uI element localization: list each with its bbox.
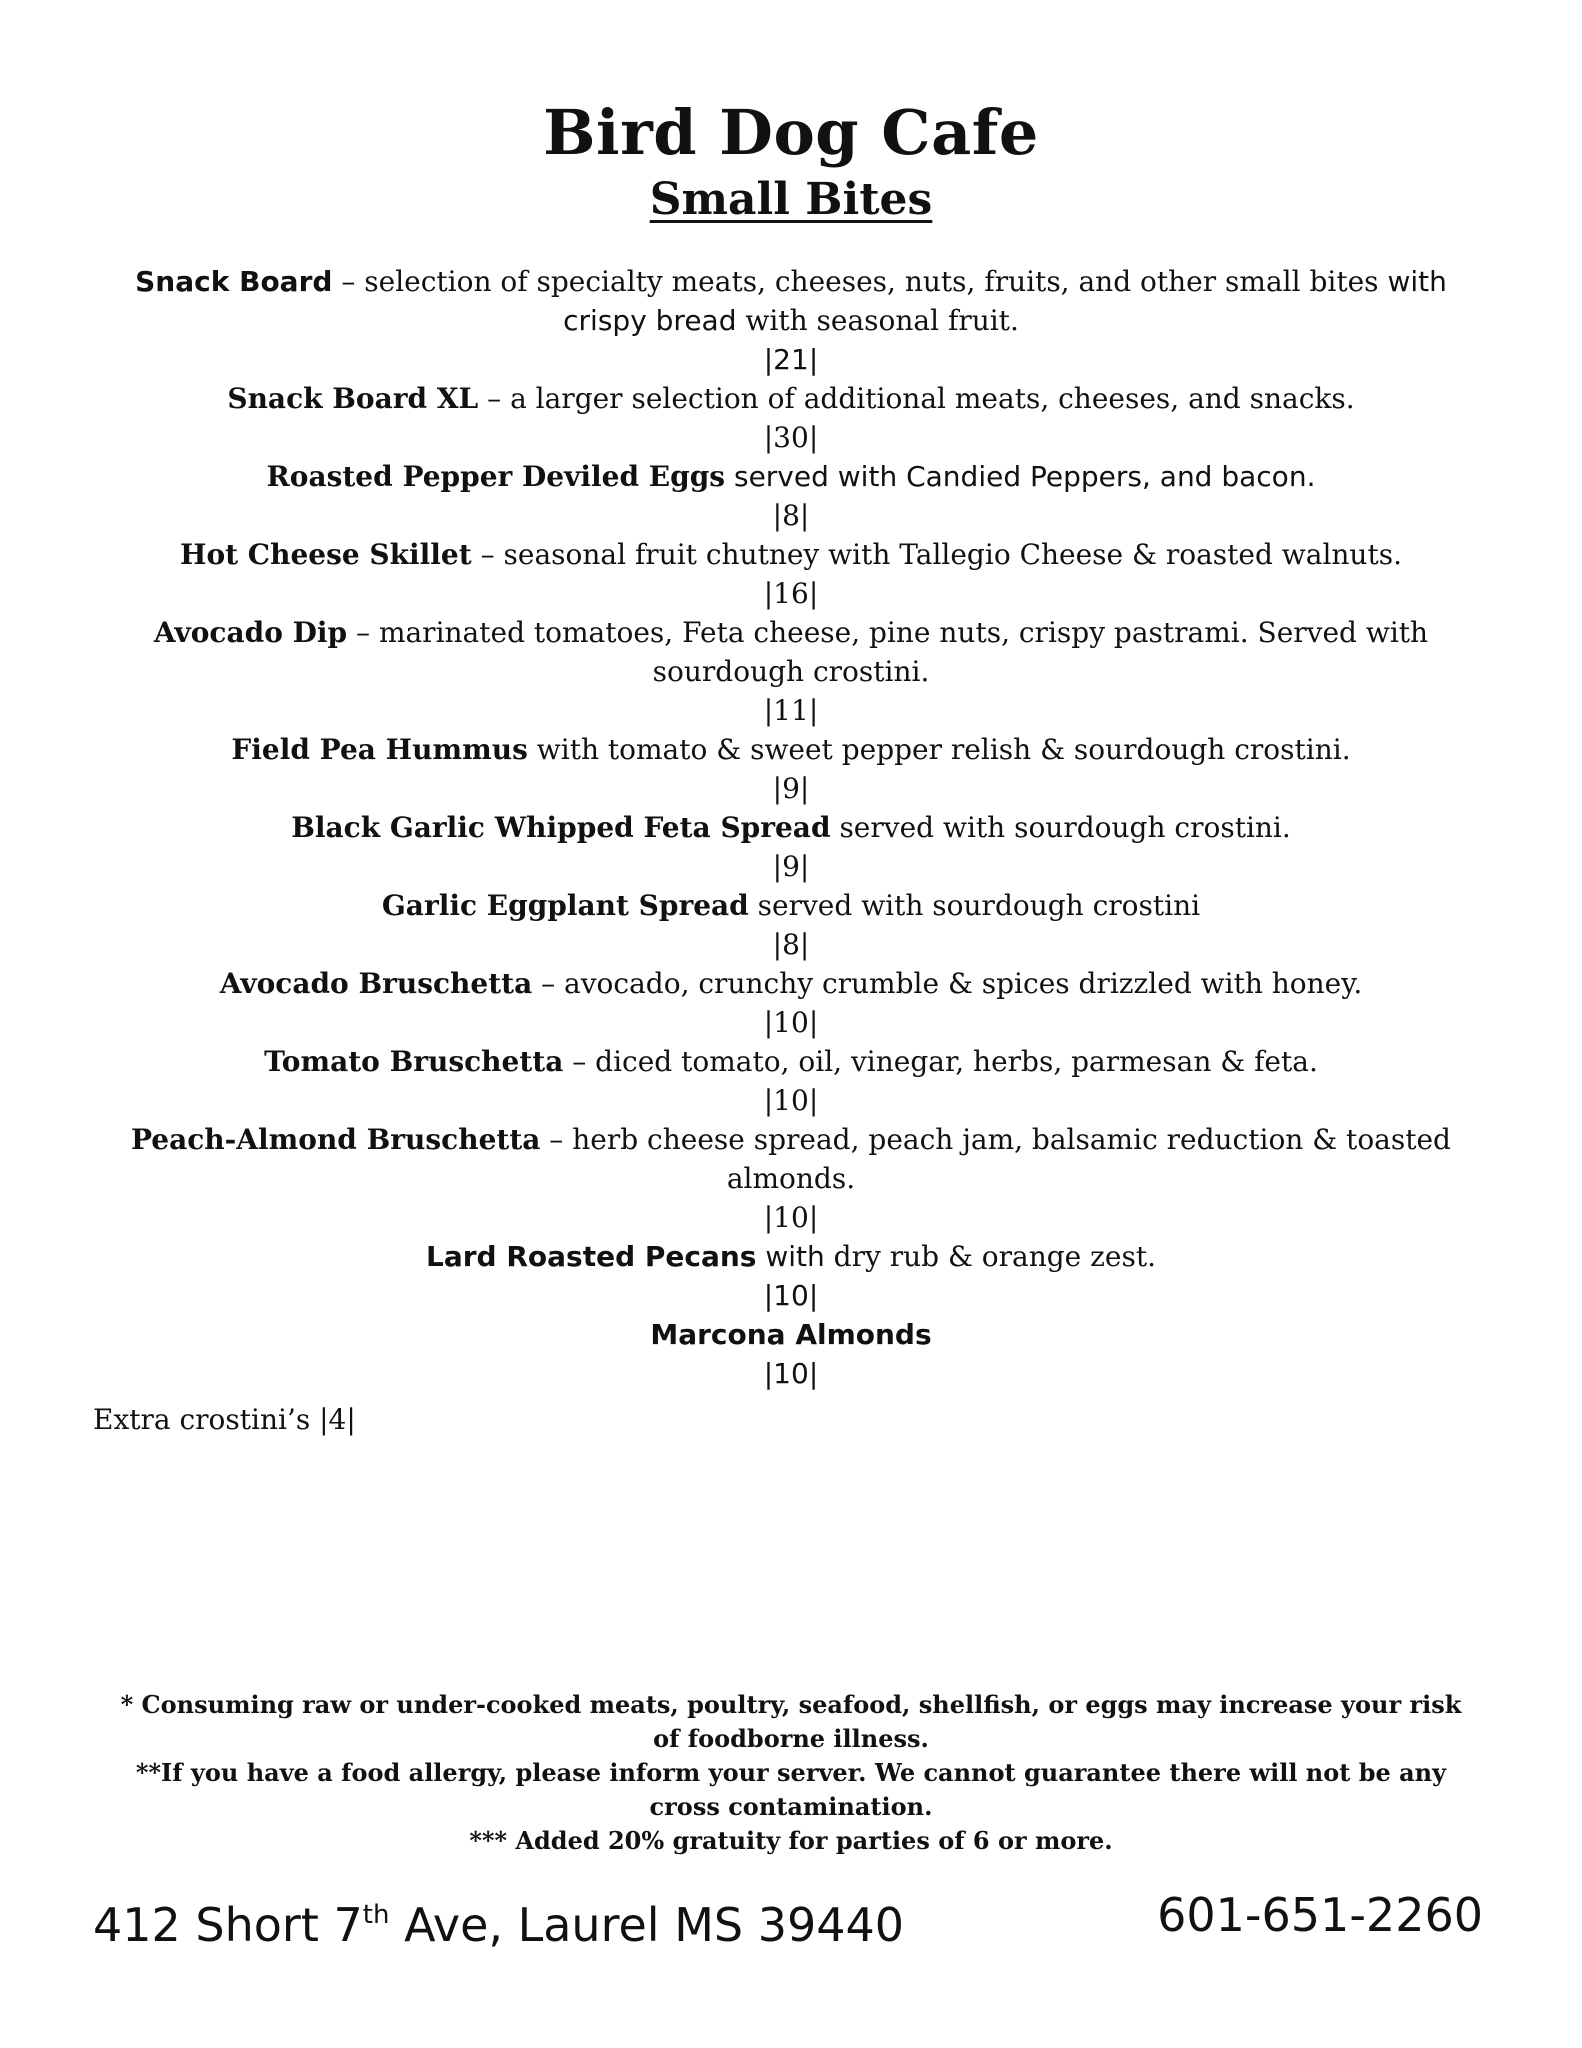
item-description-sans: with crispy bread [563,265,1447,337]
item-description: selection of specialty meats, cheeses, nuts, fruits, and other small bites [364,265,1388,298]
address: 412 Short 7th Ave, Laurel MS 39440 [93,1898,905,1952]
item-name: Tomato Bruschetta [264,1045,564,1078]
item-price: |8| [772,928,810,961]
menu-items [130,262,1452,1393]
item-name: Garlic Eggplant Spread [381,889,749,922]
item-price: |9| [772,850,810,883]
menu-item [130,1237,1452,1276]
item-description: with tomato & sweet pepper relish & sourdough crostini. [536,733,1351,766]
item-description-tail: dry rub & orange zest. [824,1240,1156,1273]
item-name: Snack Board [135,265,333,298]
item-name: Avocado Bruschetta [219,967,533,1000]
item-name: Peach-Almond Bruschetta [131,1123,541,1156]
menu-item [130,457,1452,496]
disclaimer-notices [110,1688,1472,1858]
item-name: Marcona Almonds [650,1318,932,1351]
item-description-sans: with [765,1240,825,1273]
menu-item [130,886,1452,925]
item-price: |10| [763,1084,819,1117]
menu-item: Peach-Almond Bruschetta – herb cheese spread, peach jam, balsamic reduction & toasted almonds. [131,1123,1451,1195]
item-name: Lard Roasted Pecans [426,1240,757,1273]
menu-item [130,730,1452,769]
section-title: Small Bites [649,174,933,225]
item-name: Field Pea Hummus [231,733,528,766]
item-price: |8| [772,499,810,532]
menu-item: Avocado Dip – marinated tomatoes, Feta cheese, pine nuts, crispy pastrami. Served with sourdough crostini. [153,616,1429,688]
item-description: served with sourdough crostini. [839,811,1291,844]
item-description-tail: with seasonal fruit. [736,304,1019,337]
item-price: |10| [763,1201,819,1234]
item-name: Hot Cheese Skillet [179,538,472,571]
menu-item: Snack Board XL – a larger selection of additional meats, cheeses, and snacks. [227,382,1355,415]
item-name: Snack Board XL [227,382,479,415]
item-price: |10| [763,1006,819,1039]
item-price: |10| [763,1279,819,1312]
menu-item [130,808,1452,847]
item-price: |9| [772,772,810,805]
notice-raw-food: * Consuming raw or under-cooked meats, poultry, seafood, shellfish, or eggs may increase your risk of foodborne illness. [120,1690,1462,1753]
item-name: Avocado Dip [153,616,348,649]
notice-allergy: **If you have a food allergy, please inform your server. We cannot guarantee there will not be any cross contamination. [135,1758,1447,1821]
menu-item [130,1315,1452,1354]
item-description: a larger selection of additional meats, cheeses, and snacks. [510,382,1355,415]
item-description: served with Candied Peppers, and bacon. [733,460,1316,493]
item-name: Roasted Pepper Deviled Eggs [266,460,726,493]
item-description: diced tomato, oil, vinegar, herbs, parmesan & feta. [595,1045,1318,1078]
phone-number: 601-651-2260 [1157,1888,1483,1942]
item-description: avocado, crunchy crumble & spices drizzled with honey. [564,967,1363,1000]
item-description: marinated tomatoes, Feta cheese, pine nuts, crispy pastrami. Served with sourdough crostini. [378,616,1429,688]
item-description: seasonal fruit chutney with Tallegio Cheese & roasted walnuts. [503,538,1402,571]
item-price: |21| [763,343,819,376]
cafe-title: Bird Dog Cafe [543,96,1039,169]
menu-item: Hot Cheese Skillet – seasonal fruit chutney with Tallegio Cheese & roasted walnuts. [179,538,1402,571]
item-price: |11| [763,694,819,727]
item-description: herb cheese spread, peach jam, balsamic reduction & toasted almonds. [572,1123,1451,1195]
item-price: |16| [763,577,819,610]
menu-item: Avocado Bruschetta – avocado, crunchy crumble & spices drizzled with honey. [219,967,1363,1000]
menu-item: Tomato Bruschetta – diced tomato, oil, vinegar, herbs, parmesan & feta. [264,1045,1318,1078]
item-name: Black Garlic Whipped Feta Spread [291,811,831,844]
footer [93,1880,1483,1950]
item-price: |10| [763,1357,819,1390]
item-description: served with sourdough crostini [757,889,1201,922]
notice-gratuity: *** Added 20% gratuity for parties of 6 or more. [469,1826,1113,1855]
menu-item: Snack Board – selection of specialty meats, cheeses, nuts, fruits, and other small bites with crispy bread with seasonal fruit. [135,265,1447,337]
extra-crostini: Extra crostini’s |4| [93,1403,356,1436]
item-price: |30| [763,421,819,454]
menu-header [0,95,1582,229]
